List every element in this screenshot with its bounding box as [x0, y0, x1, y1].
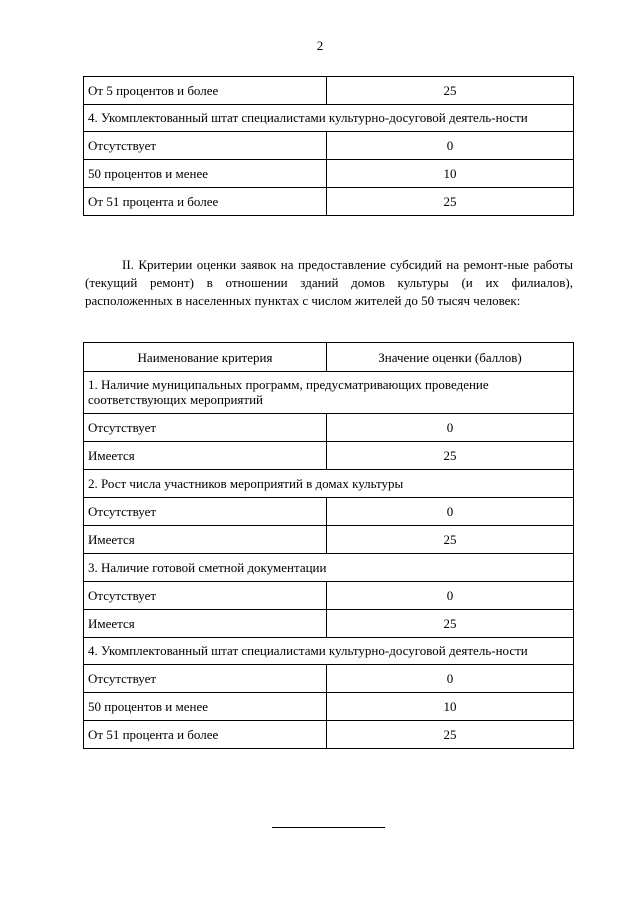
criterion-label: Имеется: [84, 526, 327, 554]
criterion-score: 25: [327, 442, 574, 470]
criterion-label: Отсутствует: [84, 582, 327, 610]
criterion-label: От 51 процента и более: [84, 188, 327, 216]
table-row: [84, 526, 574, 554]
table-row: [84, 693, 574, 721]
criterion-score: 25: [327, 77, 574, 105]
table-row: [84, 665, 574, 693]
criterion-label: Отсутствует: [84, 132, 327, 160]
criterion-label: Имеется: [84, 610, 327, 638]
criteria-table-continued: [83, 76, 574, 216]
page-number: 2: [316, 38, 324, 53]
table-row: [84, 160, 574, 188]
table-row: [84, 188, 574, 216]
criterion-label: Отсутствует: [84, 414, 327, 442]
section-title: 3. Наличие готовой сметной документации: [84, 554, 574, 582]
section-row: [84, 105, 574, 132]
criterion-label: Отсутствует: [84, 498, 327, 526]
column-header-criterion: Наименование критерия: [84, 343, 327, 372]
criterion-score: 0: [327, 582, 574, 610]
criterion-score: 0: [327, 132, 574, 160]
criterion-label: Отсутствует: [84, 665, 327, 693]
section-row: [84, 372, 574, 414]
table-row: [84, 610, 574, 638]
criterion-label: 50 процентов и менее: [84, 693, 327, 721]
criterion-label: От 51 процента и более: [84, 721, 327, 749]
table-row: [84, 442, 574, 470]
footer-divider: [272, 827, 385, 828]
criterion-score: 0: [327, 498, 574, 526]
table-row: [84, 414, 574, 442]
criterion-score: 0: [327, 414, 574, 442]
table-header-row: [84, 343, 574, 372]
criterion-label: Имеется: [84, 442, 327, 470]
section-row: [84, 554, 574, 582]
criterion-score: 10: [327, 160, 574, 188]
section-row: [84, 470, 574, 498]
criterion-score: 25: [327, 721, 574, 749]
table-row: [84, 132, 574, 160]
criteria-table-section-ii: [83, 342, 574, 749]
criterion-score: 25: [327, 526, 574, 554]
section-title: 1. Наличие муниципальных программ, предусматривающих проведение соответствующих мероприятий: [84, 372, 574, 414]
table-row: [84, 721, 574, 749]
table-row: [84, 498, 574, 526]
criterion-label: От 5 процентов и более: [84, 77, 327, 105]
criterion-score: 10: [327, 693, 574, 721]
table-row: [84, 77, 574, 105]
table-row: [84, 582, 574, 610]
criterion-score: 25: [327, 188, 574, 216]
criterion-label: 50 процентов и менее: [84, 160, 327, 188]
criterion-score: 25: [327, 610, 574, 638]
section-ii-paragraph: II. Критерии оценки заявок на предоставление субсидий на ремонт-ные работы (текущий ремонт) в отношении зданий домов культуры (и их филиалов), расположенных в населенных пунктах с числом жителей до 50 тысяч человек:: [85, 257, 573, 308]
section-title: 4. Укомплектованный штат специалистами культурно-досуговой деятель-ности: [84, 638, 574, 665]
column-header-score: Значение оценки (баллов): [327, 343, 574, 372]
criterion-score: 0: [327, 665, 574, 693]
section-title: 4. Укомплектованный штат специалистами культурно-досуговой деятель-ности: [84, 105, 574, 132]
section-row: [84, 638, 574, 665]
section-title: 2. Рост числа участников мероприятий в домах культуры: [84, 470, 574, 498]
